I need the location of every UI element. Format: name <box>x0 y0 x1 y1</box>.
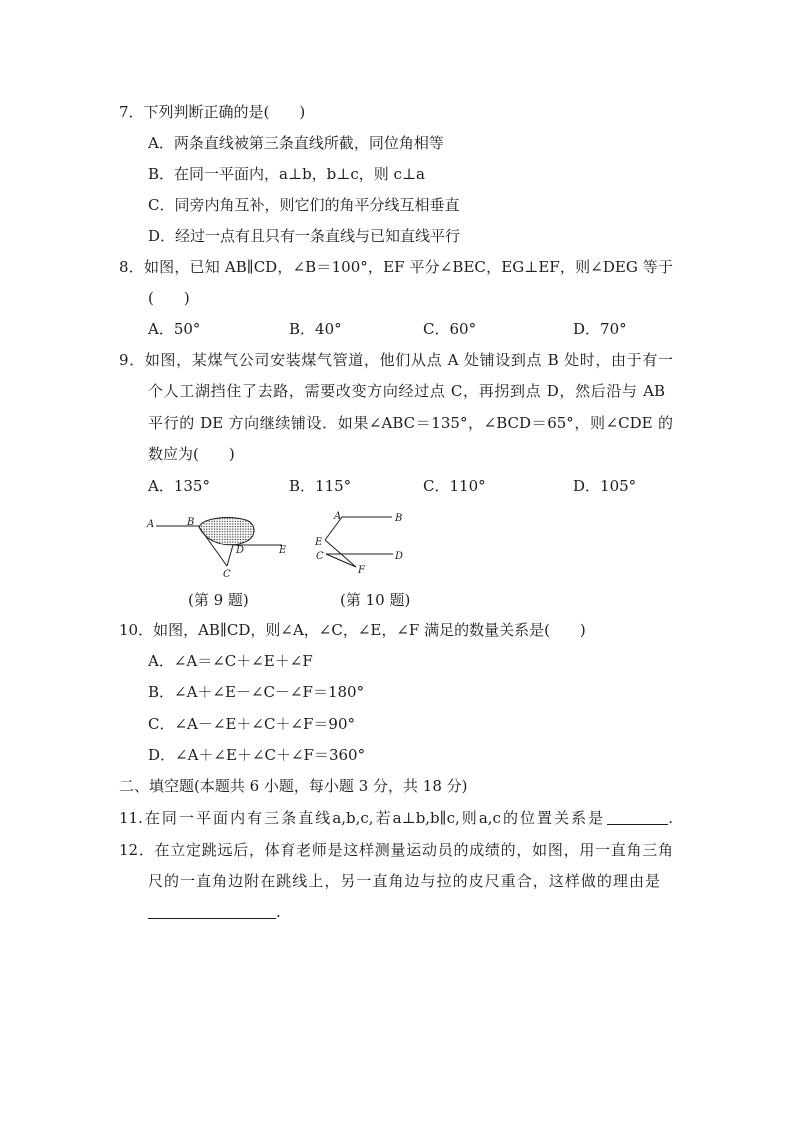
question-9-option-c: C．110° <box>423 477 486 495</box>
question-9-stem-line-2: 个人工湖挡住了去路，需要改变方向经过点 C，再拐到点 D，然后沿与 AB <box>148 382 665 400</box>
question-7-stem: 7．下列判断正确的是( ) <box>119 103 306 121</box>
question-11-answer-blank <box>607 806 668 825</box>
fig10-label-b: B <box>395 513 403 524</box>
question-8-option-a: A．50° <box>148 320 201 338</box>
question-11-stem: 11.在同一平面内有三条直线a,b,c,若a⊥b,b∥c,则a,c的位置关系是 <box>119 809 606 827</box>
question-7-option-c: C．同旁内角互补，则它们的角平分线互相垂直 <box>148 196 460 214</box>
fig9-label-e: E <box>279 545 287 556</box>
question-8-stem-line-1: 8．如图，已知 AB∥CD，∠B＝100°，EF 平分∠BEC，EG⊥EF，则∠DEG 等于 <box>119 258 673 276</box>
figure-10-caption: (第 10 题) <box>340 591 411 609</box>
question-10-option-d: D．∠A＋∠E＋∠C＋∠F＝360° <box>148 746 366 764</box>
question-9-options <box>148 471 673 502</box>
fig9-lake <box>199 518 254 545</box>
question-9-option-a: A．135° <box>148 477 210 495</box>
fig10-label-a: A <box>334 511 342 522</box>
question-10-stem: 10．如图，AB∥CD，则∠A，∠C，∠E，∠F 满足的数量关系是( ) <box>119 621 586 639</box>
figure-9-caption: (第 9 题) <box>188 591 249 609</box>
figure-9-diagram <box>146 517 287 580</box>
question-8-stem-line-2: ( ) <box>148 289 190 307</box>
question-10-option-b: B．∠A＋∠E－∠C－∠F＝180° <box>148 683 365 701</box>
question-12-stem-line-1: 12．在立定跳远后，体育老师是这样测量运动员的成绩的，如图，用一直角三角 <box>119 841 673 859</box>
question-9-stem-line-3: 平行的 DE 方向继续铺设．如果∠ABC＝135°，∠BCD＝65°，则∠CDE 的 <box>148 414 673 432</box>
question-8-options <box>148 314 673 345</box>
question-11-end: . <box>668 809 673 827</box>
question-8-option-b: B．40° <box>289 320 342 338</box>
fig10-label-c: C <box>316 551 324 562</box>
question-10-option-a: A．∠A＝∠C＋∠E＋∠F <box>148 652 313 670</box>
question-11 <box>119 803 673 834</box>
fig9-line-cd <box>227 545 233 566</box>
question-12-answer-line <box>148 897 673 928</box>
fig9-label-a: A <box>147 519 155 530</box>
question-7-option-d: D．经过一点有且只有一条直线与已知直线平行 <box>148 227 461 245</box>
figures <box>140 505 420 585</box>
question-9-stem-line-4: 数应为( ) <box>148 445 235 463</box>
fig9-label-d: D <box>236 545 245 556</box>
question-12-answer-blank <box>148 900 276 919</box>
question-12-stem-line-2: 尺的一直角边附在跳线上，另一直角边与拉的皮尺重合，这样做的理由是 <box>148 872 660 890</box>
question-9-option-d: D．105° <box>573 477 637 495</box>
fig10-label-e: E <box>315 537 323 548</box>
section-2-title: 二、填空题(本题共 6 小题，每小题 3 分，共 18 分) <box>119 777 468 795</box>
question-8-option-d: D．70° <box>573 320 627 338</box>
question-9-stem-line-1: 9．如图，某煤气公司安装煤气管道，他们从点 A 处铺设到点 B 处时，由于有一 <box>119 351 673 369</box>
question-7-option-b: B．在同一平面内，a⊥b，b⊥c，则 c⊥a <box>148 165 426 183</box>
question-7-option-a: A．两条直线被第三条直线所截，同位角相等 <box>148 134 444 152</box>
fig10-line-cf <box>326 554 356 567</box>
figure-10-diagram <box>314 511 403 576</box>
fig10-label-f: F <box>358 565 365 576</box>
question-9-option-b: B．115° <box>289 477 352 495</box>
question-8-option-c: C．60° <box>423 320 477 338</box>
fig9-label-b: B <box>187 517 195 528</box>
fig9-label-c: C <box>223 569 231 580</box>
question-10-option-c: C．∠A－∠E＋∠C＋∠F＝90° <box>148 715 356 733</box>
fig10-label-d: D <box>395 551 404 562</box>
question-12-end: . <box>276 903 281 921</box>
